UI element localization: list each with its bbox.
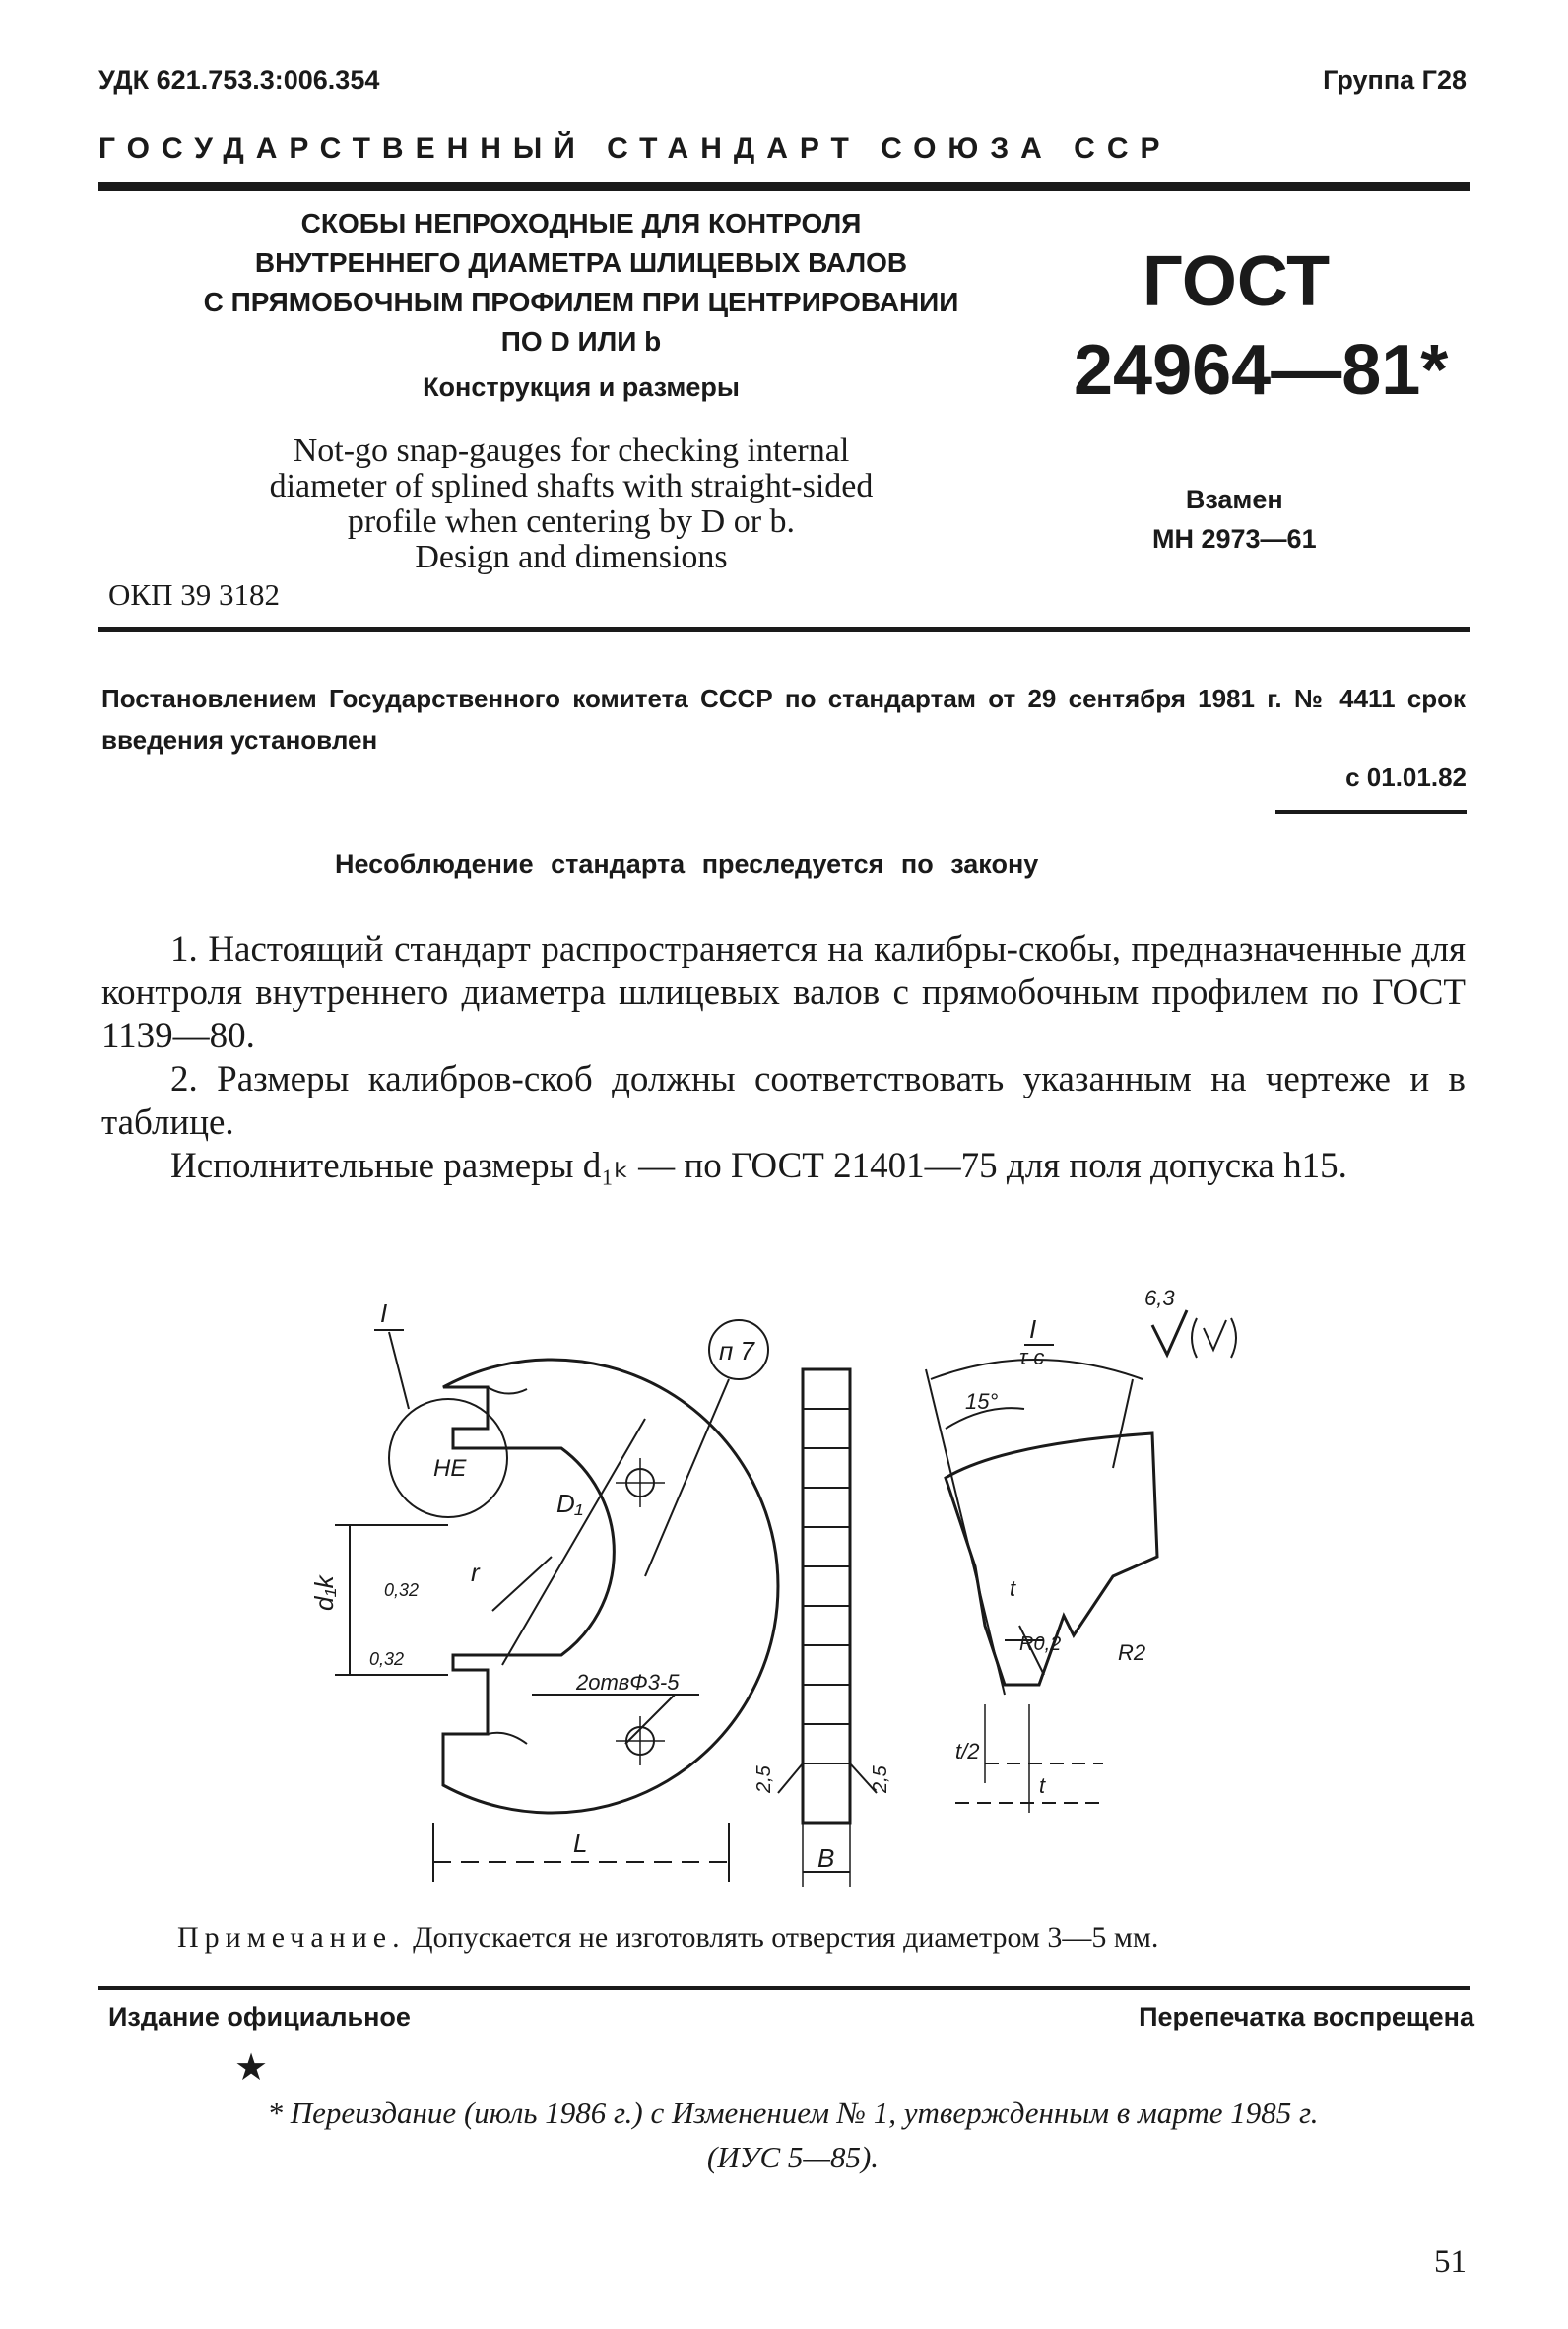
holes-label: 2отвΦ3-5 [576, 1670, 680, 1695]
group-code: Группа Г28 [1323, 65, 1467, 95]
star-mark: ★ [234, 2047, 269, 2089]
footnote [113, 2091, 1472, 2179]
english-title-line-3: profile when centering by D or b. [347, 503, 796, 540]
replaces-value: МН 2973—61 [1152, 524, 1317, 554]
view-label-right: I [1029, 1314, 1037, 1344]
paragraph-3: Исполнительные размеры d₁ₖ — по ГОСТ 21401—75 для поля допуска h15. [170, 1146, 1347, 1186]
roughness-032-bottom: 0,32 [369, 1649, 405, 1669]
english-title-line-4: Design and dimensions [415, 539, 728, 575]
date-underline [1275, 810, 1467, 814]
r02-label: R0,2 [1019, 1633, 1062, 1655]
dim-t-lower: t [1039, 1773, 1046, 1798]
footnote-line-2: (ИУС 5—85). [706, 2140, 880, 2174]
dim-l: L [573, 1829, 588, 1858]
dim-25-right: 2,5 [870, 1765, 891, 1793]
note-text: Допускается не изготовлять отверстия диаметром 3—5 мм. [413, 1921, 1159, 1954]
dim-d1: D₁ [556, 1489, 583, 1518]
replaces-block [1152, 480, 1317, 559]
roughness-value: 6,3 [1144, 1286, 1175, 1310]
body-text [101, 928, 1466, 1188]
english-title-line-1: Not-go snap-gauges for checking internal [293, 433, 850, 469]
angle-15: 15° [965, 1389, 999, 1414]
paragraph-1: 1. Настоящий стандарт распространяется на калибры-скобы, предназначенные для контроля внутреннего диаметра шлицевых валов с прямобочным профилем по ГОСТ 1139—80. [101, 929, 1466, 1056]
dim-r: r [471, 1558, 480, 1587]
dim-d1k: d₁k [309, 1575, 339, 1611]
item-mark: п 7 [719, 1336, 754, 1365]
title-block [108, 204, 1054, 407]
dim-t2: t/2 [955, 1739, 980, 1763]
paragraph-2: 2. Размеры калибров-скоб должны соответствовать указанным на чертеже и в таблице. [101, 1059, 1466, 1143]
udk-code: УДК 621.753.3:006.354 [98, 65, 380, 95]
dim-t-upper: t [1010, 1576, 1016, 1601]
title-line-4: ПО D ИЛИ b [500, 326, 662, 357]
effective-date: с 01.01.82 [1345, 763, 1467, 792]
english-title [158, 433, 985, 575]
footnote-line-1: * Переиздание (июль 1986 г.) с Изменением № 1, утвержденным в марте 1985 г. [267, 2096, 1319, 2130]
footer-rule [98, 1986, 1470, 1990]
technical-drawing [295, 1271, 1300, 1901]
top-thick-rule [98, 182, 1470, 191]
roughness-032-top: 0,32 [384, 1580, 420, 1600]
state-standard-heading: ГОСУДАРСТВЕННЫЙ СТАНДАРТ СОЮЗА ССР [98, 132, 1172, 165]
view-label-left: I [380, 1298, 388, 1328]
gauge-body [443, 1360, 778, 1813]
title-line-3: С ПРЯМОБОЧНЫМ ПРОФИЛЕМ ПРИ ЦЕНТРИРОВАНИИ [203, 287, 959, 317]
angle-c: τ с [1019, 1345, 1045, 1369]
r2-label: R2 [1118, 1640, 1146, 1665]
legal-warning: Несоблюдение стандарта преследуется по закону [335, 849, 1039, 879]
gost-label: ГОСТ [1143, 242, 1331, 321]
roughness-symbol [1152, 1310, 1187, 1355]
dim-25-left: 2,5 [753, 1765, 775, 1793]
official-edition: Издание официальное [108, 2002, 411, 2031]
roughness-paren-symbol [1192, 1318, 1236, 1358]
decree-text: Постановлением Государственного комитета СССР по стандартам от 29 сентября 1981 г. № 4411 срок введения установлен [101, 684, 1466, 755]
note [177, 1921, 1158, 1955]
okp-code: ОКП 39 3182 [108, 577, 280, 612]
header-bottom-rule [98, 627, 1470, 632]
ne-mark: НЕ [433, 1455, 467, 1482]
replaces-label: Взамен [1185, 485, 1283, 514]
gost-number: 24964—81* [1074, 331, 1449, 410]
page-number: 51 [1434, 2244, 1467, 2280]
side-view [803, 1369, 850, 1823]
title-line-2: ВНУТРЕННЕГО ДИАМЕТРА ШЛИЦЕВЫХ ВАЛОВ [254, 247, 908, 278]
dim-b: B [817, 1843, 835, 1873]
title-line-1: СКОБЫ НЕПРОХОДНЫЕ ДЛЯ КОНТРОЛЯ [300, 208, 862, 238]
reprint-prohibited: Перепечатка воспрещена [1139, 2002, 1474, 2031]
note-label: Примечание. [177, 1921, 406, 1954]
english-title-line-2: diameter of splined shafts with straight-sided [269, 468, 874, 504]
title-subtitle: Конструкция и размеры [423, 372, 740, 402]
